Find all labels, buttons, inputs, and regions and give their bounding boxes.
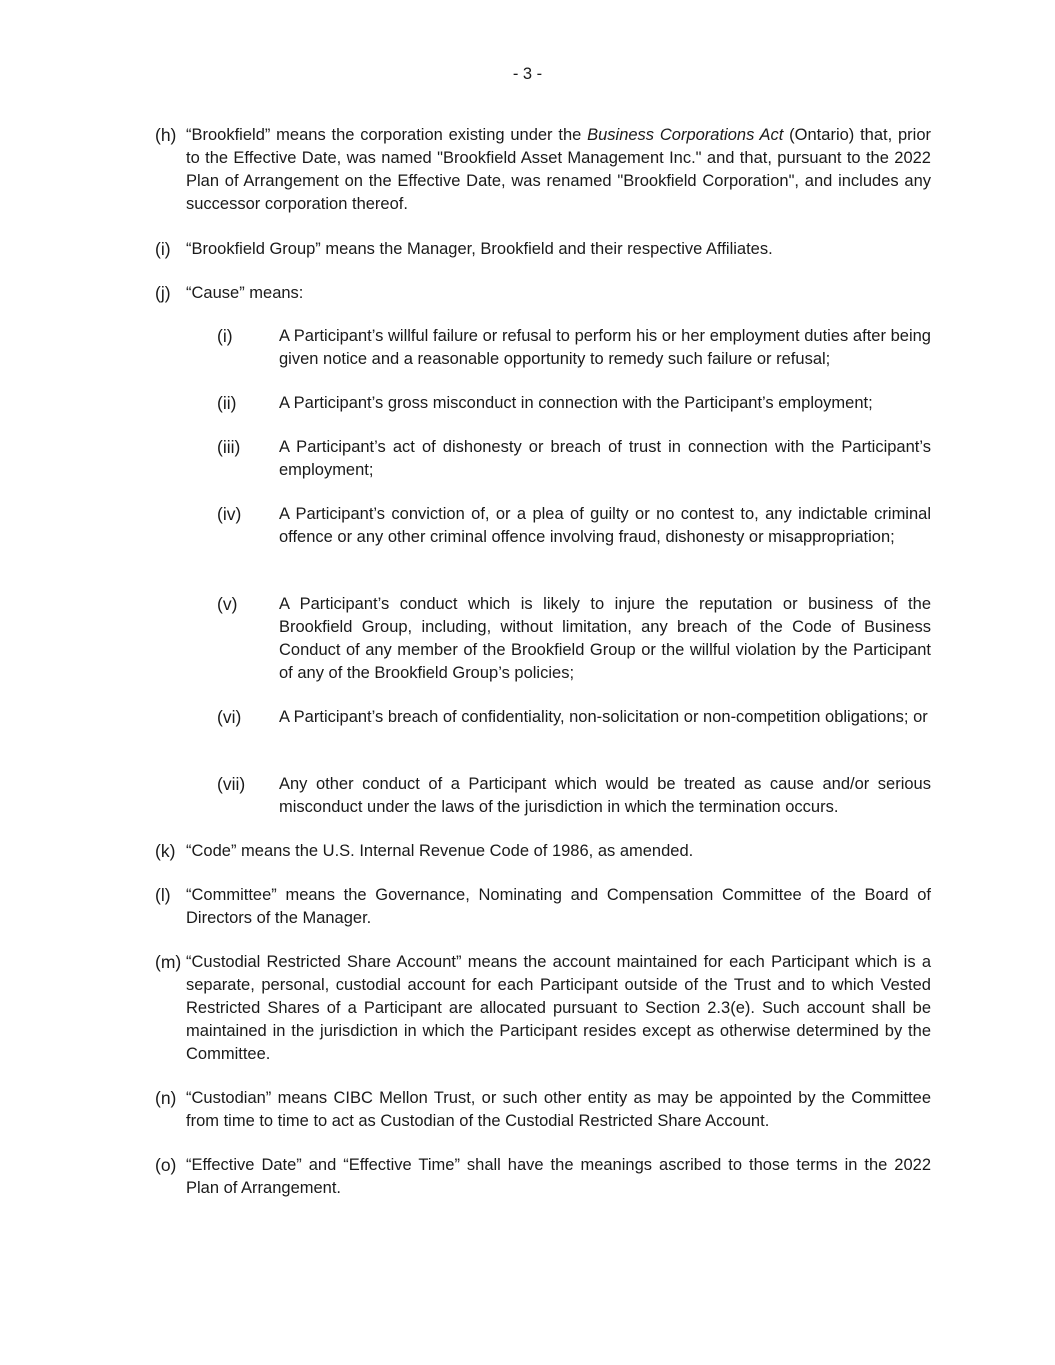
definition-label: (l) bbox=[155, 885, 171, 905]
definition-text: “Committee” means the Governance, Nominating and Compensation Committee of the Board of Directors of the Manager. bbox=[186, 886, 931, 927]
cause-item-ii bbox=[217, 392, 931, 415]
cause-item-iv bbox=[217, 503, 931, 549]
item-text: A Participant’s willful failure or refusal to perform his or her employment duties after being given notice and a reasonable opportunity to remedy such failure or refusal; bbox=[279, 327, 931, 368]
definition-text: “Custodial Restricted Share Account” means the account maintained for each Participant which is a separate, personal, custodial account for each Participant outside of the Trust and to which Vested Restricted Shares of a Participant are allocated pursuant to Section 2.3(e). Such account shall be maintained in the jurisdiction in which the Participant resides except as otherwise determined by the Committee. bbox=[186, 953, 931, 1063]
definition-k bbox=[155, 840, 931, 863]
item-text: A Participant’s act of dishonesty or breach of trust in connection with the Participant’s employment; bbox=[279, 438, 931, 479]
definition-label: (o) bbox=[155, 1155, 177, 1175]
cause-item-vi bbox=[217, 706, 931, 729]
definition-text: “Custodian” means CIBC Mellon Trust, or such other entity as may be appointed by the Committee from time to time to act as Custodian of the Custodial Restricted Share Account. bbox=[186, 1089, 931, 1130]
item-label: (iv) bbox=[217, 504, 242, 524]
definition-label: (j) bbox=[155, 283, 171, 303]
cause-item-v bbox=[217, 593, 931, 685]
definition-n bbox=[155, 1087, 931, 1133]
definition-j bbox=[155, 282, 931, 305]
definition-text-part: “Brookfield” means the corporation existing under the bbox=[186, 126, 588, 144]
item-label: (vi) bbox=[217, 707, 242, 727]
item-label: (ii) bbox=[217, 393, 237, 413]
act-title: Business Corporations Act bbox=[587, 126, 784, 144]
cause-item-iii bbox=[217, 436, 931, 482]
definition-label: (h) bbox=[155, 125, 177, 145]
item-text: A Participant’s gross misconduct in connection with the Participant’s employment; bbox=[279, 394, 873, 412]
cause-item-vii bbox=[217, 773, 931, 819]
definition-label: (n) bbox=[155, 1088, 177, 1108]
item-text: A Participant’s breach of confidentiality, non-solicitation or non-competition obligations; or bbox=[279, 708, 928, 726]
page-number: - 3 - bbox=[512, 65, 543, 83]
definition-text: “Code” means the U.S. Internal Revenue Code of 1986, as amended. bbox=[186, 842, 694, 860]
definition-label: (i) bbox=[155, 239, 171, 259]
item-text: A Participant’s conviction of, or a plea of guilty or no contest to, any indictable criminal offence or any other criminal offence involving fraud, dishonesty or misappropriation; bbox=[279, 505, 931, 546]
definition-i bbox=[155, 238, 931, 261]
definition-label: (m) bbox=[155, 952, 182, 972]
definition-text: “Brookfield Group” means the Manager, Brookfield and their respective Affiliates. bbox=[186, 240, 773, 258]
definition-label: (k) bbox=[155, 841, 176, 861]
definition-o bbox=[155, 1154, 931, 1200]
definition-text bbox=[186, 124, 931, 216]
definition-text-part: (Ontario) that, prior to the Effective Date, was named "Brookfield Asset Management Inc." and that, pursuant to the 2022 Plan of Arrangement on the Effective Date, was renamed "Brookfield Corporation", and includes any successor corporation thereof. bbox=[186, 126, 932, 213]
definition-m bbox=[155, 951, 931, 1066]
definition-l bbox=[155, 884, 931, 930]
item-text: Any other conduct of a Participant which would be treated as cause and/or serious misconduct under the laws of the jurisdiction in which the termination occurs. bbox=[279, 775, 931, 816]
definition-text: “Effective Date” and “Effective Time” shall have the meanings ascribed to those terms in the 2022 Plan of Arrangement. bbox=[186, 1156, 931, 1197]
item-text: A Participant’s conduct which is likely to injure the reputation or business of the Brookfield Group, including, without limitation, any breach of the Code of Business Conduct of any member of the Brookfield Group or the willful violation by the Participant of any of the Brookfield Group’s policies; bbox=[279, 595, 931, 682]
item-label: (vii) bbox=[217, 774, 246, 794]
definition-text: “Cause” means: bbox=[186, 284, 304, 302]
item-label: (i) bbox=[217, 326, 233, 346]
item-label: (iii) bbox=[217, 437, 241, 457]
item-label: (v) bbox=[217, 594, 238, 614]
definition-h bbox=[155, 124, 931, 216]
cause-item-i bbox=[217, 325, 931, 371]
